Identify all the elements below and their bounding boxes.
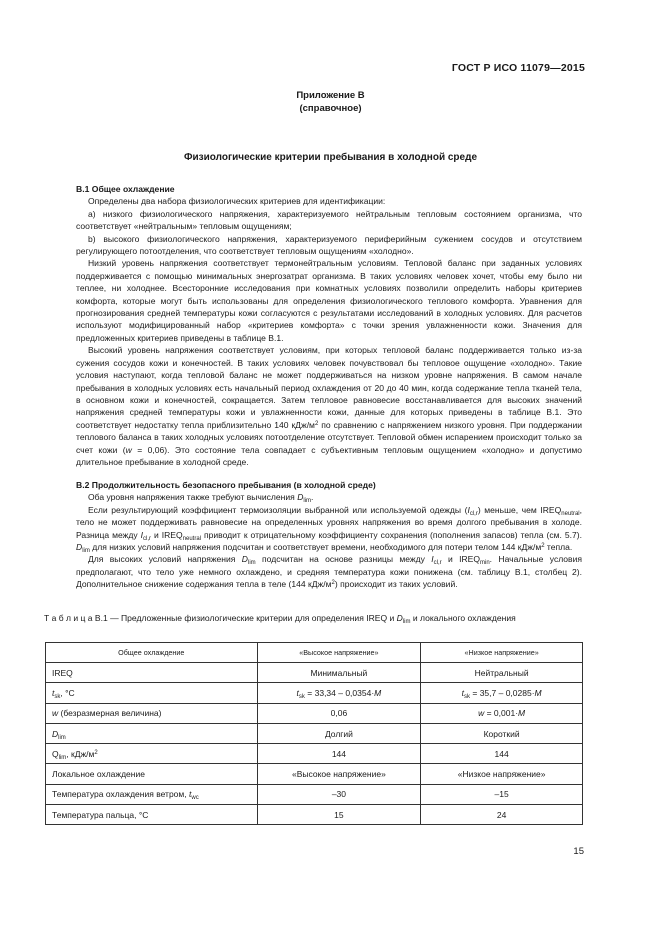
table-header-row xyxy=(46,643,583,663)
paragraph: Низкий уровень напряжения соответствует термонейтральным условиям. Тепловой баланс при заданных условиях поддерживается с помощью минимальных энергозатрат организма. В таких условиях человек хочет, чтобы ему было ни теплее, ни холоднее. Всесторонние исследования при комнатных условиях позволили определить наборы критериев комфорта, которые могут быть использованы для определения физиологического теплового комфорта. Уравнения для прогнозирования средней температуры кожи согласуются с результатами исследований в холодных условиях. Для расчетов используют модифицированный набор «критериев комфорта» с точки зрения увлажненности кожи. Значения для предложенных критериев приведены в таблице В.1. xyxy=(76,258,582,343)
annex-title: Приложение В xyxy=(296,90,365,101)
table-cell: $Q_{lim}$, кДж/$м^2$ xyxy=(46,744,258,764)
table-row xyxy=(46,703,583,723)
main-title: Физиологические критерии пребывания в холодной среде xyxy=(183,152,478,163)
table-row xyxy=(46,805,583,825)
table-row xyxy=(46,784,583,804)
table-header-cell: Общее охлаждение xyxy=(46,643,258,663)
paragraph: b) высокого физиологического напряжения, характеризуемого периферийным сужением сосудов и отсутствием регулирующего потоотделения, что соответствует тепловым ощущениям «холодно». xyxy=(76,233,582,257)
table-row xyxy=(46,764,583,784)
table-cell: Нейтральный xyxy=(421,663,583,683)
table-cell: w = 0,001·M xyxy=(421,703,583,723)
table-cell: $D_{lim}$ xyxy=(46,723,258,743)
table-cell: $t_{sk}$, °C xyxy=(46,683,258,703)
paragraph: Для высоких условий напряжения $D_{lim}$ подсчитан на основе разницы между $I_{cl,r}$ и $IREQ_{min}$. Начальные условия предполагают, что тело уже немного охлаждено, и средняя температура кожи понижена (см. таблицу В.1, столбец 2). Дополнительное снижение содержания тепла в теле (144 кДж/$м^2$) происходит из таких условий. xyxy=(76,554,582,590)
annex-status: (справочное) xyxy=(299,103,362,114)
table-row xyxy=(46,723,583,743)
table-cell: Минимальный xyxy=(257,663,421,683)
table-cell: IREQ xyxy=(46,663,258,683)
table-cell: w (безразмерная величина) xyxy=(46,703,258,723)
table-cell: Долгий xyxy=(257,723,421,743)
section-1-heading: В.1 Общее охлаждение xyxy=(76,184,175,194)
table-row xyxy=(46,683,583,703)
paragraph: Если результирующий коэффициент термоизоляции выбранной или используемой одежды $(I_{cl,r})$ меньше, чем $IREQ_{neutral}$, тело не может поддерживать равновесие на определенных уровнях напряжения во время долгого пребывания в холоде. Разница между $I_{cl,r}$ и $IREQ_{neutral}$ приводит к отрицательному коэффициенту сохранения (пополнения запасов) тепла (см. 5.7). $D_{lim}$ для низких условий напряжения подсчитан и соответствует времени, необходимого для потери телом 144 кДж/$м^2$ тепла. xyxy=(76,504,582,555)
table-cell: –15 xyxy=(421,784,583,804)
section-1 xyxy=(76,183,582,468)
page-number: 15 xyxy=(573,846,584,857)
table-row xyxy=(46,744,583,764)
table-cell: Температура пальца, °C xyxy=(46,805,258,825)
table-cell: $t_{sk} = 33,34 - 0,0354\cdot M$ xyxy=(257,683,421,703)
table-cell: 24 xyxy=(421,805,583,825)
table-cell: –30 xyxy=(257,784,421,804)
table-cell: 144 xyxy=(257,744,421,764)
table-header-cell: «Высокое напряжение» xyxy=(257,643,421,663)
criteria-table xyxy=(45,642,583,825)
table-caption: Т а б л и ц а В.1 — Предложенные физиологические критерии для определения IREQ и $D_{lim}$ и локального охлаждения xyxy=(44,613,516,625)
paragraph: Определены два набора физиологических критериев для идентификации: xyxy=(88,196,386,207)
paragraph: а) низкого физиологического напряжения, характеризуемого нейтральным тепловым состоянием организма, что соответствует «нейтральным» тепловым ощущениям; xyxy=(76,208,582,232)
section-2 xyxy=(76,479,582,591)
table-cell: «Высокое напряжение» xyxy=(257,764,421,784)
table-cell: $t_{sk} = 35,7 - 0,0285\cdot M$ xyxy=(421,683,583,703)
table-cell: Короткий xyxy=(421,723,583,743)
table-cell: 144 xyxy=(421,744,583,764)
table-cell: Локальное охлаждение xyxy=(46,764,258,784)
table-cell: «Низкое напряжение» xyxy=(421,764,583,784)
table-header-cell: «Низкое напряжение» xyxy=(421,643,583,663)
table-row xyxy=(46,663,583,683)
table-cell: Температура охлаждения ветром, $t_{wc}$ xyxy=(46,784,258,804)
section-2-heading: В.2 Продолжительность безопасного пребывания (в холодной среде) xyxy=(76,480,376,490)
table-cell: 0,06 xyxy=(257,703,421,723)
document-header: ГОСТ Р ИСО 11079—2015 xyxy=(451,62,585,74)
paragraph: Оба уровня напряжения также требуют вычисления $D_{lim}$. xyxy=(88,492,314,505)
table-cell: 15 xyxy=(257,805,421,825)
paragraph: Высокий уровень напряжения соответствует условиям, при которых тепловой баланс поддерживается только из-за сужения сосудов кожи и конечностей. В таких условиях человек почувствовал бы тепловое ощущение «холодно». Такие условия наступают, когда тепловой баланс не может поддерживаться на низком уровне напряжения. В самом начале пребывания в холодных условиях есть начальный период охлаждения от 20 до 40 мин, когда содержание тепла тканей тела, в основном кожи и конечностей, сокращается. Затем тепловое равновесие восстанавливается для высоких значений напряжения средней температуры кожи и увлажненности кожи, данные для которых приведены в таблице В.1. Это соответствует недостатку тепла приблизительно 140 кДж/$м^2$ по сравнению с напряжением низкого уровня. При поддержании теплового баланса в таких холодных условиях потоотделение отсутствует. Тепловой обмен испарением происходит только за счет кожи (w = 0,06). Это состояние тела совпадает с субъективным тепловым ощущением «холодно» и допустимо длительное пребывание в холодной среде. xyxy=(76,345,582,467)
